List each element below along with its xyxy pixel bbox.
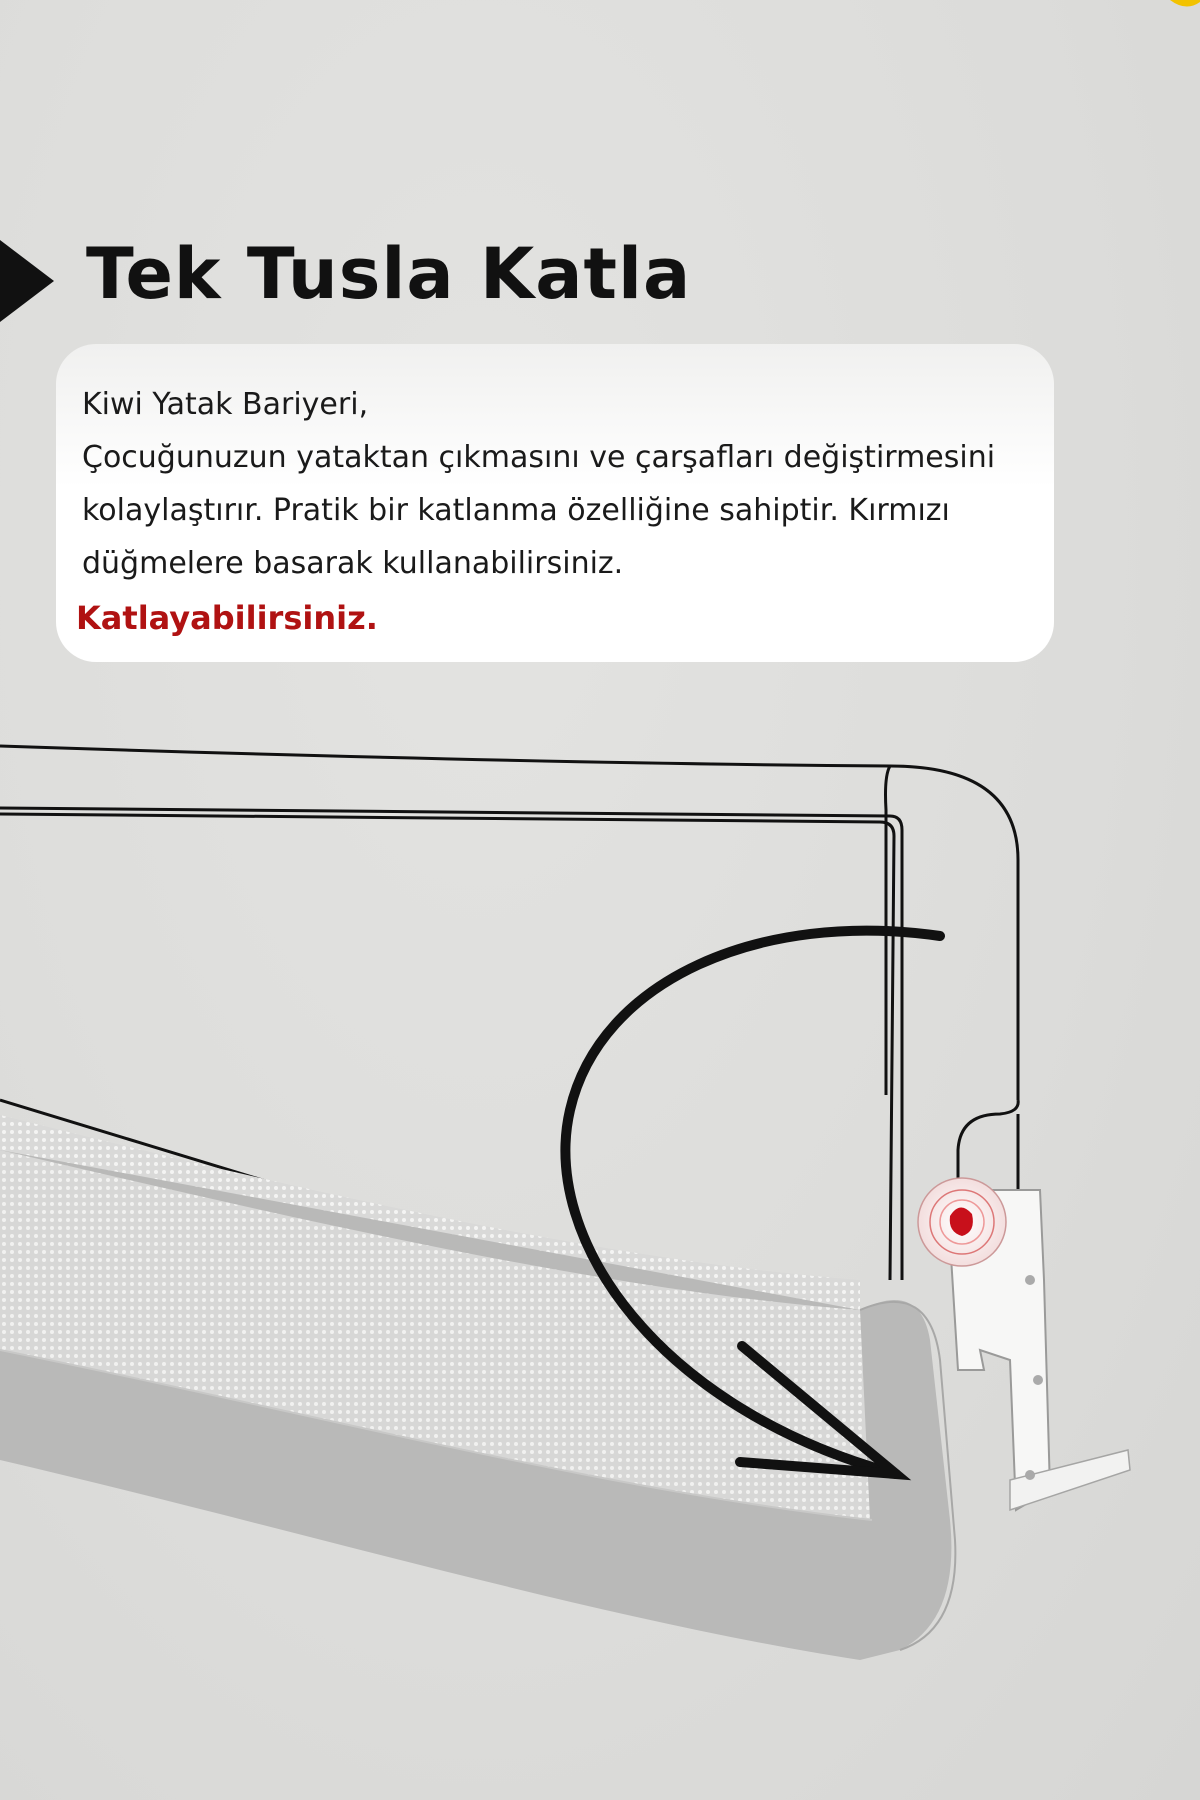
description-line-2: Çocuğunuzun yataktan çıkmasını ve çarşafları değiştirmesini	[82, 440, 996, 475]
page-title: Tek Tusla Katla	[86, 233, 692, 315]
description-line-4: düğmelere basarak kullanabilirsiniz.	[82, 546, 624, 581]
corner-accent-icon	[1160, 0, 1200, 12]
description-card	[56, 344, 1054, 662]
fold-highlight-text: Katlayabilirsiniz.	[76, 599, 378, 637]
bed-rail-illustration	[0, 720, 1200, 1720]
description-line-3: kolaylaştırır. Pratik bir katlanma özelliğine sahiptir. Kırmızı	[82, 493, 950, 528]
triangle-right-icon	[0, 236, 60, 326]
red-button-icon	[918, 1178, 1006, 1266]
description-line-1: Kiwi Yatak Bariyeri,	[82, 387, 369, 422]
